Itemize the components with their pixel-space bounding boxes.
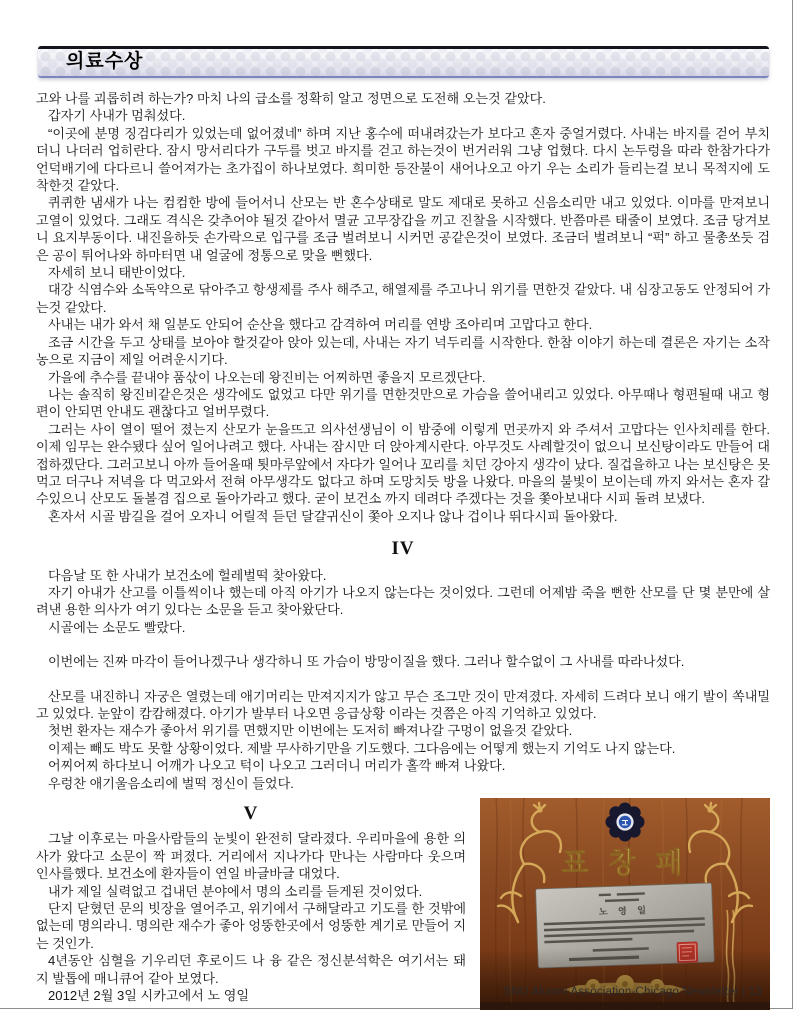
paragraph: 우렁찬 애기울음소리에 벌떡 정신이 들었다.: [48, 775, 294, 791]
award-plaque-photo: [480, 798, 770, 1010]
page-title: 의료수상: [66, 51, 144, 72]
paragraph: 자세히 보니 태반이었다.: [48, 265, 186, 281]
paragraph: 대강 식염수와 소독약으로 닦아주고 항생제를 주사 해주고, 해열제를 주고나니 위기를 면한것 같았다. 내 심장고동도 안정되어 가는것 같았다.: [36, 282, 770, 315]
article-body: [36, 90, 770, 1018]
paragraph: 그날 이후로는 마을사람들의 눈빛이 완전히 달라졌다. 우리마을에 용한 의사가 왔다고 소문이 짝 퍼졌다. 거리에서 지나가다 만나는 사람마다 웃으며 인사를했다. 보건소에 환자들이 연일 바글바글 대었다.: [36, 831, 466, 882]
photo-bottom-shadow: [480, 948, 770, 1010]
paragraph: 어찌어찌 하다보니 어깨가 나오고 턱이 나오고 그러더니 머리가 홀깍 빠져 나왔다.: [48, 758, 506, 774]
photo-bottom-edge: [480, 1002, 770, 1010]
signature: 2012년 2월 3일 시카고에서 노 영일: [48, 988, 250, 1004]
section-heading-iv: IV: [391, 538, 415, 560]
paragraph: 이제는 빼도 박도 못할 상황이었다. 제발 무사하기만을 기도했다. 그다음에는 어떻게 했는지 기억도 나지 않는다.: [48, 740, 676, 756]
paragraph: 퀴퀴한 냄새가 나는 컴컴한 방에 들어서니 산모는 반 혼수상태로 말도 제대로 못하고 신음소리만 내고 있었다. 이마를 만져보니 고열이 있었다. 그래도 격식은 갖추어야 될것 같아서 멸균 고무장갑을 끼고 진찰을 시작했다. 반쯤마른 태줄이 보였다. 조금 당겨보니 요지부동이다. 내진을하듯 손가락으로 입구를 조금 벌려보니 시커먼 공같은것이 보였다. 조금더 벌려보니 “퍽” 하고 물총쏘듯 검은 공이 튀어나와 하마터면 내 얼굴에 정통으로 맞을 뻔했다.: [36, 195, 770, 263]
section-heading-v: V: [243, 803, 259, 825]
paragraph: 고와 나를 괴롭히려 하는가? 마치 나의 급소를 정확히 알고 정면으로 도전해 오는것 같았다.: [36, 91, 546, 106]
paragraph: 조금 시간을 두고 상태를 보아야 할것같아 앉아 있는데, 사내는 자기 넉두리를 시작한다. 한참 이야기 하는데 결론은 자기는 소작농으로 지금이 제일 어려운시기다.: [36, 334, 770, 368]
paragraph: 혼자서 시골 밤길을 걸어 오자니 어릴적 듣던 달걀귀신이 쫓아 오지나 않나 겁이나 뛰다시피 돌아왔다.: [48, 508, 618, 524]
paragraph: 자기 아내가 산고를 이틀씩이나 했는데 아직 아기가 나오지 않는다는 것이었다. 그런데 어제밤 죽을 뻔한 산모를 단 몇 분만에 살려낸 용한 의사가 여기 있다는 소문을 듣고 찾아왔단다.: [36, 584, 770, 618]
paragraph: “이곳에 분명 징검다리가 있었는데 없어졌네” 하며 지난 홍수에 떠내려갔는가 보다고 혼자 중얼거렸다. 사내는 바지를 걷어 부치더니 나더러 업히란다. 잠시 망서리다가 구두를 벗고 바지를 걷고 하는것이 번거러워 그냥 업혔다. 다시 논두렁을 따라 한참가다가 언덕배기에 다다르니 쓸어져가는 초가집이 하나보였다. 희미한 등잔불이 새어나오고 아기 우는 소리가 들리는걸 보니 목적지에 도착한것 같았다.: [36, 125, 770, 194]
paragraph: 4년동안 심혈을 기우리던 후로이드 나 융 같은 정신분석학은 여기서는 돼지 발톱에 매니큐어 같아 보였다.: [36, 953, 466, 986]
section-header-banner: [38, 46, 769, 78]
paragraph: 그러는 사이 열이 떨어 졌는지 산모가 눈을뜨고 의사선생님이 이 밤중에 이렇게 먼곳까지 와 주셔서 고맙다는 인사치레를 한다. 이제 임무는 완수됐다 싶어 일어나려고 했다. 사내는 잠시만 더 앉아계시란다. 아무것도 사례할것이 없으니 보신탕이라도 만들어 대접하겠단다. 그러고보니 아까 들어올때 툇마루앞에서 자다가 일어나 꼬리를 치던 강아지 생각이 났다. 질겁을하고 나는 보신탕은 못먹고 더구나 저녁을 다 먹고와서 전혀 아무생각도 없다고 하며 도망치듯 방을 나왔다. 마을의 불빛이 보이는데 까지 와서는 혼자 갈 수있으니 산모도 돌볼겸 집으로 돌아가라고 했다. 굳이 보건소 까지 데려다 주겠다는 것을 쫓아보내다 시피 돌려 보냈다.: [36, 421, 770, 507]
page-footer: SNU Alumni Association-Chicago Newsletter | 13: [503, 986, 762, 998]
government-emblem-icon: [606, 803, 645, 842]
paragraph: 산모를 내진하니 자궁은 열렸는데 애기머리는 만져지지가 않고 무슨 조그만 것이 만져졌다. 자세히 드려다 보니 애기 발이 쏙내밀고 있었다. 눈앞이 캄캄해졌다. 아기가 발부터 나오면 응급상황 이라는 것쯤은 아직 기억하고 있었다.: [36, 688, 770, 721]
plaque-title: 표창패: [561, 848, 703, 880]
paragraph: 시골에는 소문도 빨랐다.: [48, 619, 186, 635]
paragraph: 첫번 환자는 재수가 좋아서 위기를 면했지만 이번에는 도저히 빠져나갈 구멍이 없을것 같았다.: [48, 723, 573, 739]
paragraph: 가을에 추수를 끝내야 품삯이 나오는데 왕진비는 어찌하면 좋을지 모르겠단다.: [48, 369, 486, 385]
paragraph: 내가 제일 실력없고 겁내던 분야에서 명의 소리를 듣게된 것이었다.: [48, 883, 423, 899]
paragraph: 갑자기 사내가 멈춰섰다.: [48, 108, 186, 124]
paragraph: 단지 닫혔던 문의 빗장을 열어주고, 위기에서 구해달라고 기도를 한 것밖에 없는데 명의라니. 명의란 재수가 좋아 엉뚱한곳에서 엉뚱한 계기로 만들어 지는 것인가.: [36, 901, 466, 951]
paragraph: 다음날 또 한 사내가 보건소에 헐레벌떡 찾아왔다.: [48, 567, 327, 583]
paragraph: 사내는 내가 와서 채 일분도 안되어 순산을 했다고 감격하여 머리를 연방 조아리며 고맙다고 한다.: [48, 317, 593, 333]
plaque-recipient-name: 노 영 일: [598, 905, 651, 917]
paragraph: 이번에는 진짜 마각이 들어나겠구나 생각하니 또 가슴이 방망이질을 했다. 그러나 할수없이 그 사내를 따라나섰다.: [48, 654, 685, 670]
paragraph: 나는 솔직히 왕진비같은것은 생각에도 없었고 다만 위기를 면한것만으로 가슴을 쓸어내리고 있었다. 아무때나 형편될때 내고 형편이 안되면 안내도 괜찮다고 얼버무렸다.: [36, 386, 770, 420]
